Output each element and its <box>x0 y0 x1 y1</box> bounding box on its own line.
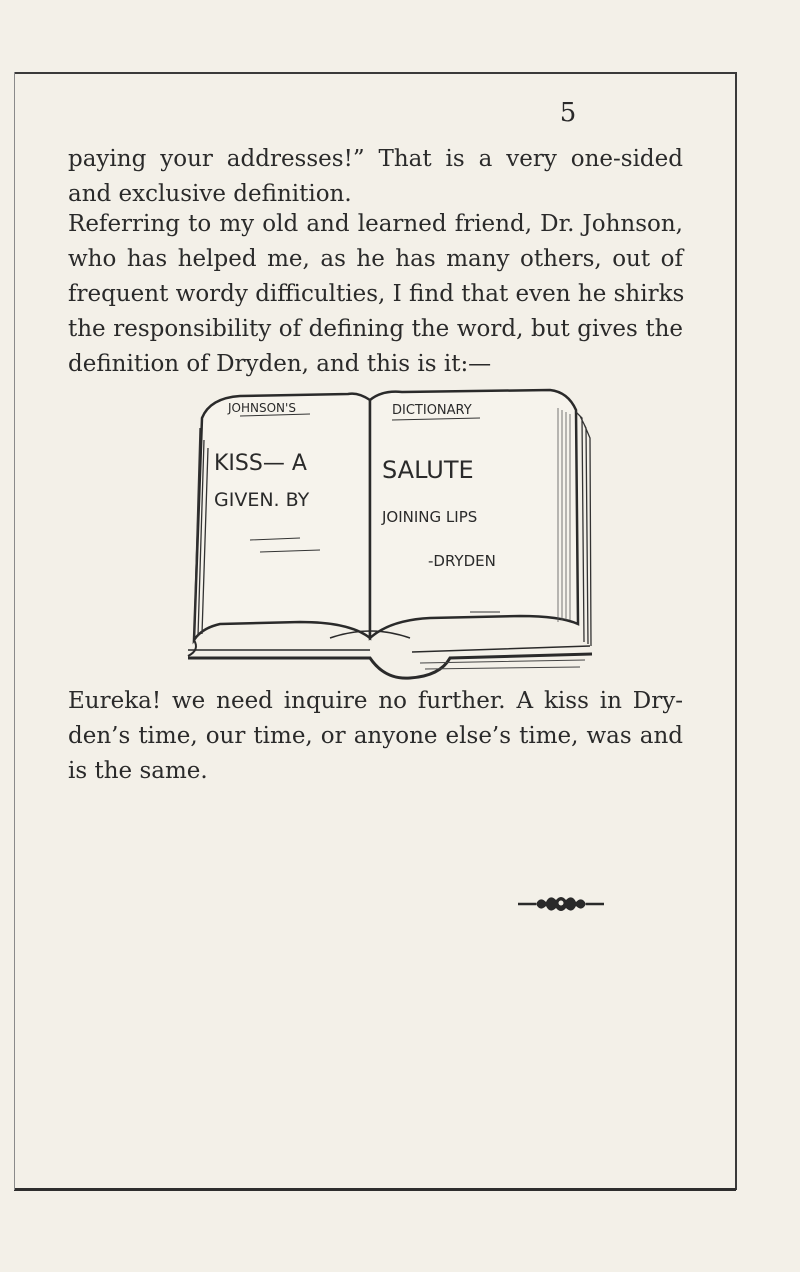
paragraph-line: who has helped me, as he has many others, out of <box>68 246 683 272</box>
paragraph-line: Referring to my old and learned friend, Dr. Johnson, <box>68 211 683 237</box>
tailpiece-ornament <box>516 892 606 914</box>
paragraph-line: paying your addresses!” That is a very one-sided <box>68 146 683 172</box>
paragraph-line: Eureka! we need inquire no further. A kiss in Dry- <box>68 688 683 714</box>
page-frame-top <box>14 72 736 74</box>
open-dictionary-illustration <box>180 388 600 680</box>
page-frame-bottom <box>14 1188 736 1191</box>
paragraph-line: the responsibility of defining the word, but gives the <box>68 316 683 342</box>
left-page-line-2: GIVEN. BY <box>214 489 310 511</box>
left-page-line-1: KISS— A <box>214 451 307 476</box>
paragraph-line: den’s time, our time, or anyone else’s time, was and <box>68 723 683 749</box>
paragraph-line: is the same. <box>68 758 208 784</box>
page-frame-left <box>14 72 15 1190</box>
paragraph-line: and exclusive definition. <box>68 181 352 207</box>
paragraph-1 <box>68 142 683 212</box>
right-page-line-1: SALUTE <box>382 456 474 484</box>
paragraph-line: definition of Dryden, and this is it:— <box>68 351 492 377</box>
paragraph-3 <box>68 684 683 789</box>
page-frame-right <box>735 72 737 1190</box>
paragraph-2 <box>68 207 683 382</box>
left-page-header: JOHNSON'S <box>228 401 296 415</box>
page-number: 5 <box>559 98 577 128</box>
right-page-line-3: -DRYDEN <box>428 552 496 570</box>
paragraph-line: frequent wordy difficulties, I find that even he shirks <box>68 281 685 307</box>
right-page-line-2: JOINING LIPS <box>382 508 478 526</box>
right-page-header: DICTIONARY <box>392 403 472 418</box>
